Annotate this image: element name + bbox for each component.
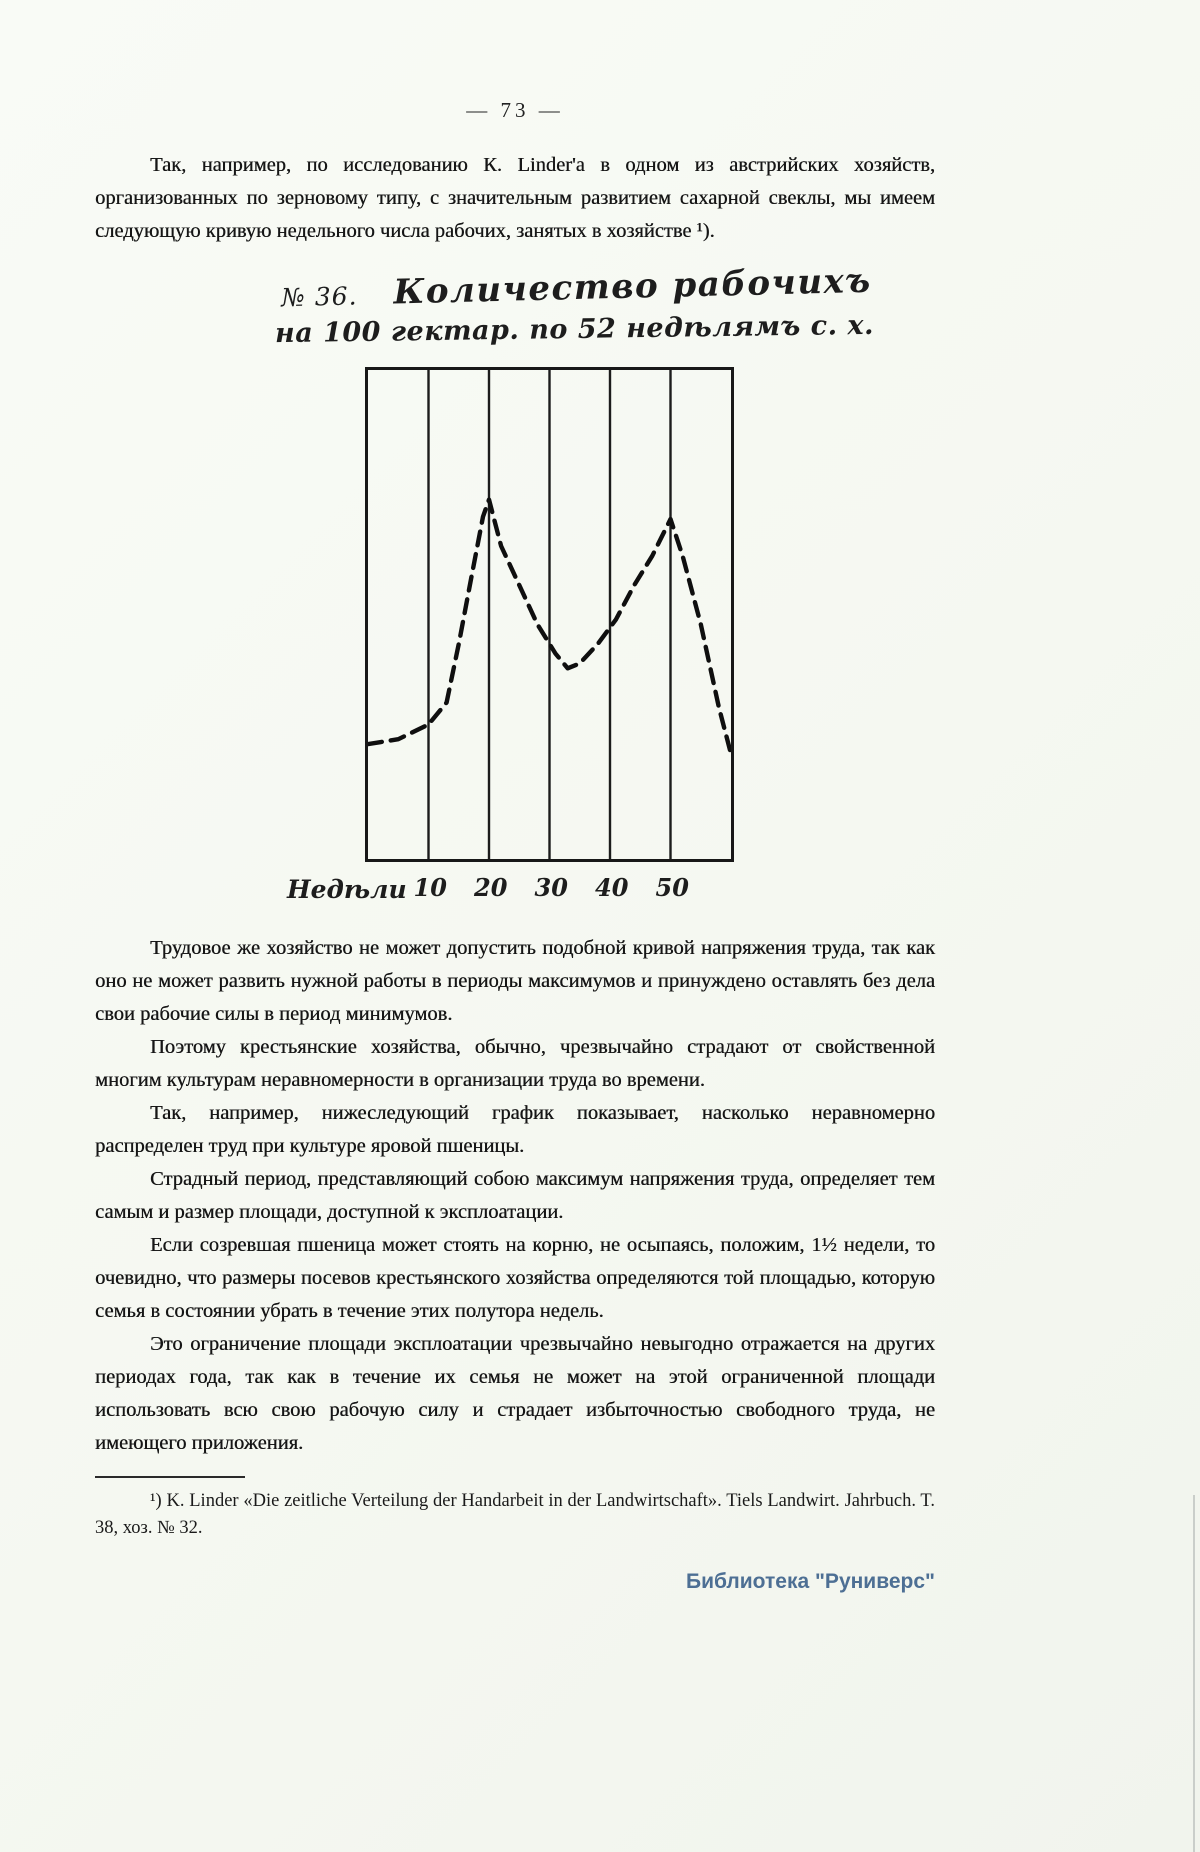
page-number: — 73 — [466, 98, 564, 122]
paragraph: Трудовое же хозяйство не может допустить подобной кривой напряжения труда, так как оно не может развить нужной работы в периоды максимумов и принуждено оставлять без дела свои рабочие силы в период минимумов. [95, 937, 935, 1025]
body-text [95, 932, 935, 1460]
workers-figure [95, 260, 935, 922]
library-watermark: Библиотека "Руниверс" [685, 1570, 935, 1593]
page-content [95, 98, 935, 1594]
footnote-separator [95, 1476, 245, 1478]
paragraph: Поэтому крестьянские хозяйства, обычно, чрезвычайно страдают от свойственной многим культурам неравномерности в организации труда во времени. [95, 1036, 935, 1091]
x-axis-label: Недѣли [287, 875, 407, 904]
figure-title-line2: на 100 гектар. по 52 недѣлямъ с. х. [274, 309, 875, 350]
intro-paragraph: Так, например, по исследованию К. Linder'а в одном из австрийских хозяйств, организованных по зерновому типу, с значительным развитием сахарной свеклы, мы имеем следующую кривую недельного числа рабочих, занятых в хозяйстве ¹). [95, 154, 935, 242]
paragraph: Страдный период, представляющий собою максимум напряжения труда, определяет тем самым и размер площади, доступной к эксплоатации. [95, 1168, 935, 1223]
x-axis [95, 873, 935, 913]
workers-curve-chart [368, 370, 731, 859]
x-tick-label: 40 [595, 873, 629, 902]
scan-edge [1193, 1495, 1195, 1852]
figure-number: № 36. [280, 281, 358, 313]
x-tick-label: 10 [413, 873, 447, 902]
paragraph: Если созревшая пшеница может стоять на корню, не осыпаясь, положим, 1½ недели, то очевидно, что размеры посевов крестьянского хозяйства определяются той площадью, которую семья в состоянии убрать в течение этих полутора недель. [95, 1234, 935, 1322]
paragraph: Так, например, нижеследующий график показывает, насколько неравномерно распределен труд при культуре яровой пшеницы. [95, 1102, 935, 1157]
x-tick-label: 50 [655, 873, 689, 902]
paragraph: Это ограничение площади эксплоатации чрезвычайно невыгодно отражается на других периодах года, так как в течение их семья не может на этой ограниченной площади использовать всю свою рабочую силу и страдает избыточностью свободного труда, не имеющего приложения. [95, 1333, 935, 1454]
chart-frame [365, 367, 734, 862]
figure-title-line1 [281, 261, 872, 315]
x-tick-label: 30 [534, 873, 568, 902]
x-tick-label: 20 [474, 873, 508, 902]
figure-title-text: Количество рабочихъ [392, 260, 873, 313]
footnote: ¹) K. Linder «Die zeitliche Verteilung der Handarbeit in der Landwirtschaft». Tiels Landwirt. Jahrbuch. T. 38, хоз. № 32. [95, 1491, 935, 1538]
